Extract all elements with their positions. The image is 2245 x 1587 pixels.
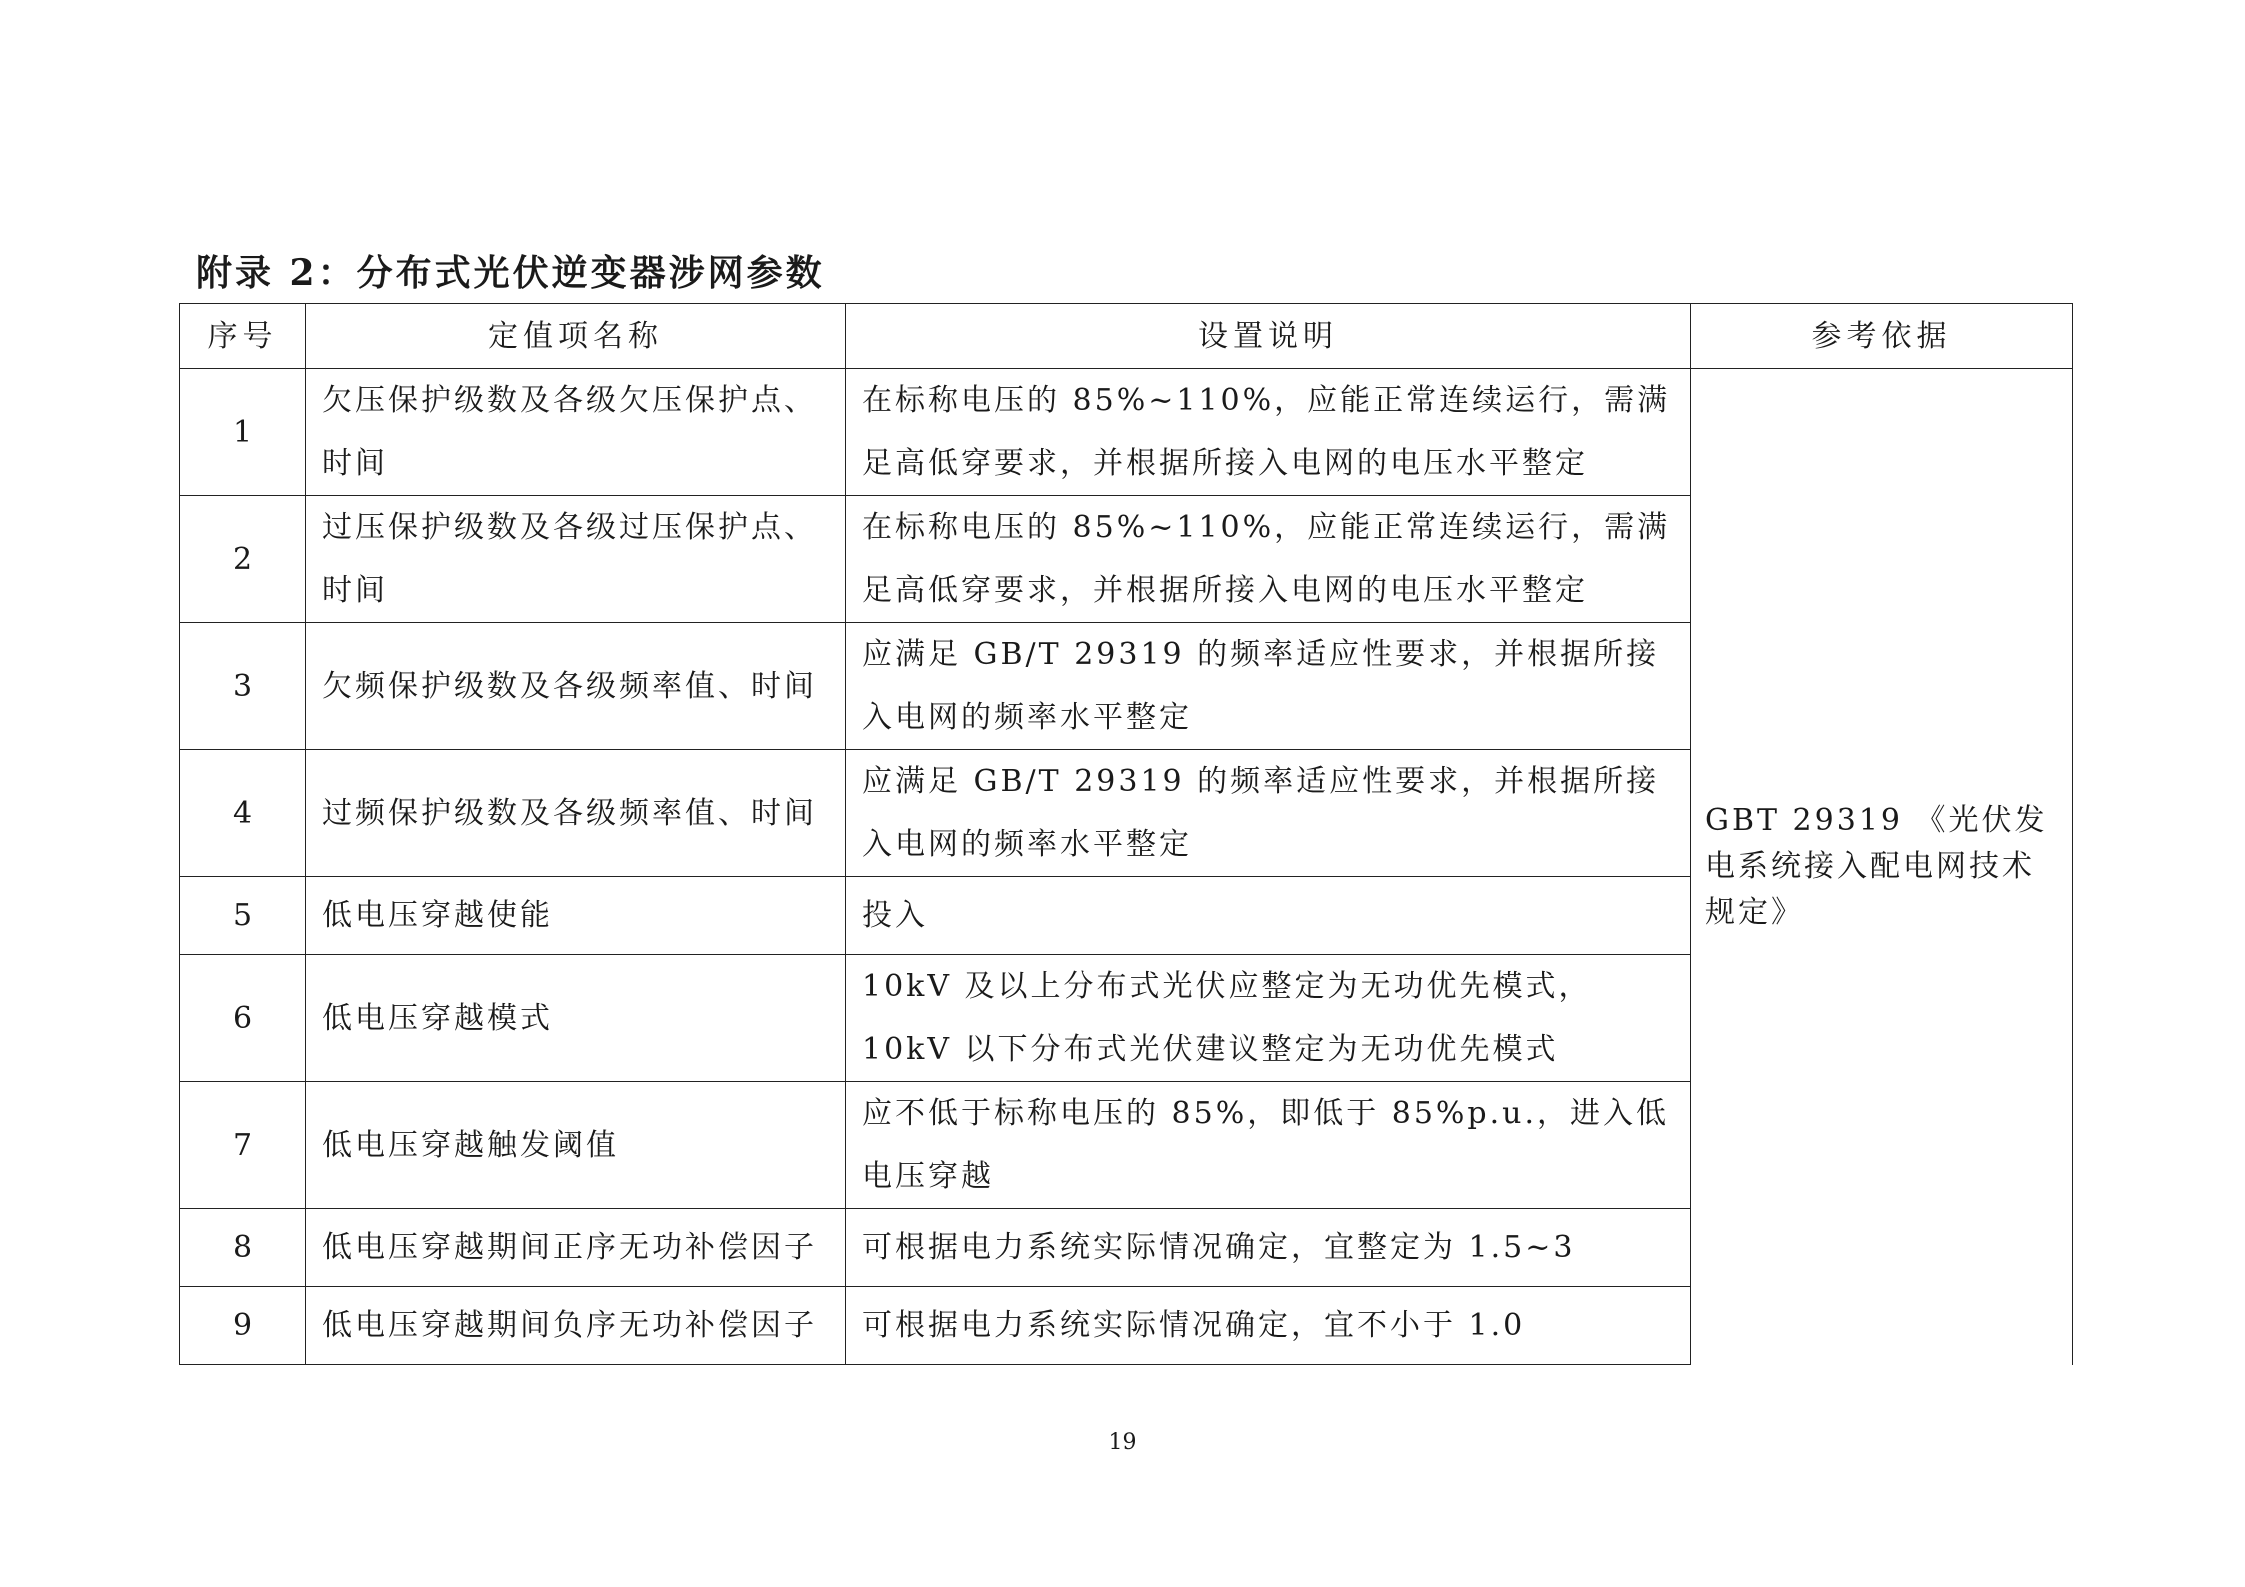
row-number: 9 bbox=[180, 1287, 306, 1365]
row-description: 可根据电力系统实际情况确定，宜不小于 1.0 bbox=[846, 1287, 1691, 1365]
table-header-row bbox=[180, 304, 2073, 369]
row-description: 应满足 GB/T 29319 的频率适应性要求，并根据所接入电网的频率水平整定 bbox=[846, 623, 1691, 750]
row-description: 在标称电压的 85%~110%，应能正常连续运行，需满足高低穿要求，并根据所接入电网的电压水平整定 bbox=[846, 496, 1691, 623]
page-number: 19 bbox=[1108, 1430, 1137, 1455]
table-row bbox=[180, 369, 2073, 496]
row-number: 7 bbox=[180, 1082, 306, 1209]
row-number: 5 bbox=[180, 877, 306, 955]
document-title: 附录 2：分布式光伏逆变器涉网参数 bbox=[196, 252, 825, 294]
row-item-name: 低电压穿越期间正序无功补偿因子 bbox=[306, 1209, 846, 1287]
row-number: 1 bbox=[180, 369, 306, 496]
row-item-name: 欠频保护级数及各级频率值、时间 bbox=[306, 623, 846, 750]
row-item-name: 低电压穿越使能 bbox=[306, 877, 846, 955]
header-item-name: 定值项名称 bbox=[306, 304, 846, 369]
row-description: 应不低于标称电压的 85%，即低于 85%p.u.，进入低电压穿越 bbox=[846, 1082, 1691, 1209]
row-number: 2 bbox=[180, 496, 306, 623]
header-reference: 参考依据 bbox=[1691, 304, 2073, 369]
row-description: 在标称电压的 85%~110%，应能正常连续运行，需满足高低穿要求，并根据所接入电网的电压水平整定 bbox=[846, 369, 1691, 496]
header-no: 序号 bbox=[180, 304, 306, 369]
row-item-name: 过压保护级数及各级过压保护点、时间 bbox=[306, 496, 846, 623]
row-description: 投入 bbox=[846, 877, 1691, 955]
header-description: 设置说明 bbox=[846, 304, 1691, 369]
row-item-name: 过频保护级数及各级频率值、时间 bbox=[306, 750, 846, 877]
row-number: 3 bbox=[180, 623, 306, 750]
parameters-table bbox=[179, 303, 2073, 1365]
reference-cell: GBT 29319 《光伏发电系统接入配电网技术规定》 bbox=[1691, 369, 2073, 1365]
row-number: 8 bbox=[180, 1209, 306, 1287]
row-description: 10kV 及以上分布式光伏应整定为无功优先模式，10kV 以下分布式光伏建议整定为无功优先模式 bbox=[846, 955, 1691, 1082]
row-item-name: 欠压保护级数及各级欠压保护点、时间 bbox=[306, 369, 846, 496]
row-number: 4 bbox=[180, 750, 306, 877]
row-item-name: 低电压穿越期间负序无功补偿因子 bbox=[306, 1287, 846, 1365]
row-description: 可根据电力系统实际情况确定，宜整定为 1.5~3 bbox=[846, 1209, 1691, 1287]
row-number: 6 bbox=[180, 955, 306, 1082]
row-item-name: 低电压穿越模式 bbox=[306, 955, 846, 1082]
row-description: 应满足 GB/T 29319 的频率适应性要求，并根据所接入电网的频率水平整定 bbox=[846, 750, 1691, 877]
row-item-name: 低电压穿越触发阈值 bbox=[306, 1082, 846, 1209]
